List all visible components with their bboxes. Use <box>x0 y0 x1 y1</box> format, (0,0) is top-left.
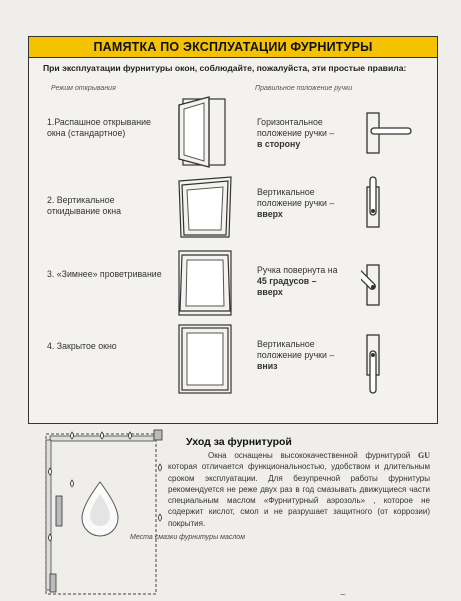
handle-horizontal-icon <box>361 107 413 159</box>
care-title: Уход за фурнитурой <box>186 436 292 448</box>
handle-label-2: Вертикальное положение ручки – вверх <box>257 187 335 219</box>
page-mark: ~ <box>340 590 346 601</box>
handle-label-1: Горизонтальное положение ручки – в сторону <box>257 117 335 149</box>
mode-label-4: 4. Закрытое окно <box>47 341 117 351</box>
casement-window-icon <box>177 95 233 169</box>
mode-label-3: 3. «Зимнее» проветривание <box>47 269 162 279</box>
intro-text: При эксплуатации фурнитуры окон, соблюдайте, пожалуйста, эти простые правила: <box>43 63 407 73</box>
handle-up-icon <box>361 175 401 239</box>
instruction-panel <box>28 36 438 424</box>
diagram-caption: Места смазки фурнитуры маслом <box>130 534 246 541</box>
handle-diagonal-icon <box>361 253 413 313</box>
handle-label-3: Ручка повернута на 45 градусов – вверх <box>257 265 338 297</box>
winter-vent-window-icon <box>177 249 233 317</box>
closed-window-icon <box>177 323 233 395</box>
column-header-handle: Правильное положение ручки <box>255 85 353 92</box>
handle-down-icon <box>361 325 401 397</box>
care-text: Окна оснащены высококачественной фурнитурой GU которая отличается функциональностью, удобством и длительным сроком эксплуатации. Для безупречной работы фурнитуры рекомендуется не реже двух раз в год смазывать движущиеся части специальным маслом «Фурнитурный аэрозоль» , которое не содержит кислот, смол и не разрушает защитного (от коррозии) покрытия. <box>168 451 430 528</box>
tilt-window-icon <box>177 175 233 239</box>
handle-label-4: Вертикальное положение ручки – вниз <box>257 339 335 371</box>
mode-label-2: 2. Вертикальное откидывание окна <box>47 195 122 216</box>
column-header-mode: Режим открывания <box>51 85 116 92</box>
brand-name: GU <box>418 451 430 460</box>
lubrication-diagram <box>42 424 168 598</box>
panel-title: ПАМЯТКА ПО ЭКСПЛУАТАЦИИ ФУРНИТУРЫ <box>29 37 437 58</box>
mode-label-1: 1.Распашное открывание окна (стандартное) <box>47 117 151 138</box>
